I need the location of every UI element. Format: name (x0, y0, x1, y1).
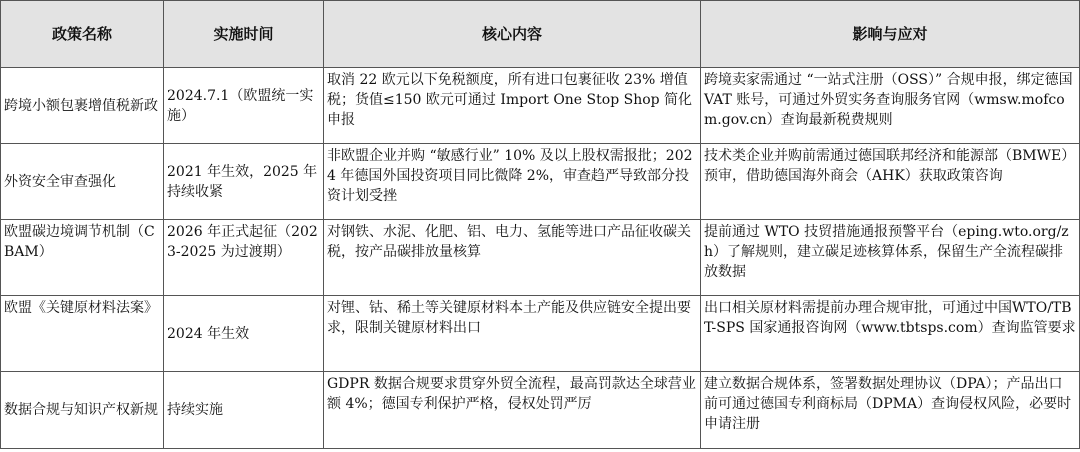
policy-name-cell: 跨境小额包裹增值税新政 (1, 68, 164, 144)
table-row (1, 296, 1080, 372)
policy-name-cell: 欧盟《关键原材料法案》 (1, 296, 164, 372)
table-body (1, 68, 1080, 449)
impact-response-cell: 技术类企业并购前需通过德国联邦经济和能源部（BMWE）预审，借助德国海外商会（AHK）获取政策咨询 (701, 144, 1080, 220)
core-content-cell: 对钢铁、水泥、化肥、铝、电力、氢能等进口产品征收碳关税，按产品碳排放量核算 (324, 220, 701, 296)
effective-time-cell: 2024 年生效 (164, 296, 324, 372)
policy-name-cell: 欧盟碳边境调节机制（CBAM） (1, 220, 164, 296)
impact-response-cell: 跨境卖家需通过 “一站式注册（OSS）” 合规申报，绑定德国 VAT 账号，可通过外贸实务查询服务官网（wmsw.mofcom.gov.cn）查询最新税费规则 (701, 68, 1080, 144)
impact-response-cell: 建立数据合规体系，签署数据处理协议（DPA）；产品出口前可通过德国专利商标局（DPMA）查询侵权风险，必要时申请注册 (701, 372, 1080, 449)
effective-time-cell: 2026 年正式起征（2023-2025 为过渡期） (164, 220, 324, 296)
policy-name-cell: 数据合规与知识产权新规 (1, 372, 164, 449)
table-row (1, 372, 1080, 449)
core-content-cell: 取消 22 欧元以下免税额度，所有进口包裹征收 23% 增值税；货值≤150 欧元可通过 Import One Stop Shop 简化申报 (324, 68, 701, 144)
table-row (1, 68, 1080, 144)
impact-response-cell: 出口相关原材料需提前办理合规审批，可通过中国WTO/TBT-SPS 国家通报咨询网（www.tbtsps.com）查询监管要求 (701, 296, 1080, 372)
table-header (1, 1, 1080, 68)
policy-name-cell: 外资安全审查强化 (1, 144, 164, 220)
core-content-cell: 非欧盟企业并购 “敏感行业” 10% 及以上股权需报批；2024 年德国外国投资项目同比微降 2%，审查趋严导致部分投资计划受挫 (324, 144, 701, 220)
core-content-cell: GDPR 数据合规要求贯穿外贸全流程，最高罚款达全球营业额 4%；德国专利保护严格，侵权处罚严厉 (324, 372, 701, 449)
effective-time-cell: 持续实施 (164, 372, 324, 449)
header-effective-time: 实施时间 (164, 1, 324, 68)
header-policy-name: 政策名称 (1, 1, 164, 68)
effective-time-cell: 2024.7.1（欧盟统一实施） (164, 68, 324, 144)
impact-response-cell: 提前通过 WTO 技贸措施通报预警平台（eping.wto.org/zh）了解规则，建立碳足迹核算体系，保留生产全流程碳排放数据 (701, 220, 1080, 296)
header-core-content: 核心内容 (324, 1, 701, 68)
effective-time-cell: 2021 年生效，2025 年持续收紧 (164, 144, 324, 220)
table-row (1, 144, 1080, 220)
header-row (1, 1, 1080, 68)
table-row (1, 220, 1080, 296)
header-impact-response: 影响与应对 (701, 1, 1080, 68)
core-content-cell: 对锂、钴、稀土等关键原材料本土产能及供应链安全提出要求，限制关键原材料出口 (324, 296, 701, 372)
